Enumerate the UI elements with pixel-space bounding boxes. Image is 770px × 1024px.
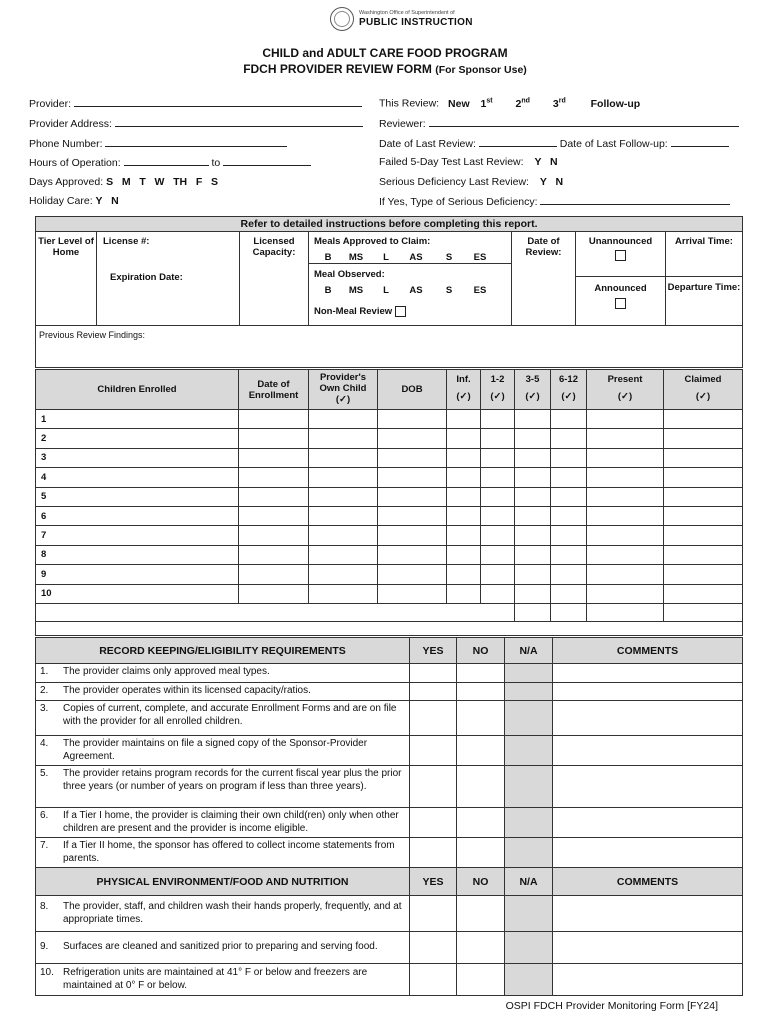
na-cell — [505, 896, 553, 932]
child-cell[interactable] — [664, 545, 743, 564]
child-cell[interactable] — [515, 468, 551, 487]
child-cell[interactable] — [587, 429, 664, 448]
announced-checkbox[interactable] — [615, 298, 626, 309]
child-cell[interactable] — [587, 565, 664, 584]
na-cell — [505, 766, 553, 808]
requirement-text: 3. Copies of current, complete, and accurate Enrollment Forms and are on file with the provider for all enrolled children. — [36, 701, 410, 736]
child-cell[interactable] — [378, 429, 447, 448]
previous-findings-cell[interactable]: Previous Review Findings: — [36, 326, 743, 368]
child-cell[interactable] — [447, 506, 481, 525]
child-cell[interactable] — [551, 545, 587, 564]
yes-cell[interactable] — [410, 896, 457, 932]
requirement-row — [36, 736, 743, 766]
requirement-row — [36, 808, 743, 838]
requirement-text: 5. The provider retains program records for the current fiscal year plus the prior three years (or number of years on program if less than three years). — [36, 766, 410, 808]
child-cell[interactable] — [239, 410, 309, 429]
comments-header: COMMENTS — [553, 868, 743, 896]
comments-cell[interactable] — [553, 838, 743, 868]
comments-cell[interactable] — [553, 683, 743, 701]
yes-cell[interactable] — [410, 838, 457, 868]
requirement-row — [36, 964, 743, 996]
child-cell[interactable] — [239, 506, 309, 525]
child-cell[interactable] — [378, 487, 447, 506]
child-cell[interactable] — [551, 468, 587, 487]
na-cell — [505, 964, 553, 996]
child-cell[interactable] — [378, 584, 447, 603]
form-subtitle: FDCH PROVIDER REVIEW FORM (For Sponsor Use) — [243, 62, 527, 76]
child-cell[interactable] — [515, 429, 551, 448]
child-cell[interactable] — [515, 448, 551, 467]
requirement-text: 2. The provider operates within its licensed capacity/ratios. — [36, 683, 410, 701]
child-cell[interactable] — [587, 448, 664, 467]
child-cell[interactable] — [309, 506, 378, 525]
na-header: N/A — [505, 638, 553, 664]
requirement-row — [36, 766, 743, 808]
child-cell[interactable] — [447, 410, 481, 429]
child-cell[interactable] — [378, 526, 447, 545]
reviewer-field[interactable]: Reviewer: — [379, 117, 739, 130]
child-row-number: 6 — [36, 506, 239, 525]
child-row-number: 3 — [36, 448, 239, 467]
days-approved-field[interactable]: Days Approved: S M T W TH F S — [29, 176, 219, 188]
child-cell[interactable] — [515, 545, 551, 564]
yes-header: YES — [410, 638, 457, 664]
requirement-row — [36, 838, 743, 868]
child-row-number: 8 — [36, 545, 239, 564]
child-cell[interactable] — [481, 410, 515, 429]
checkbox-icon[interactable] — [395, 306, 406, 317]
deficiency-type-field[interactable]: If Yes, Type of Serious Deficiency: — [379, 195, 730, 208]
child-cell[interactable] — [664, 448, 743, 467]
child-cell[interactable] — [239, 526, 309, 545]
child-cell[interactable] — [447, 565, 481, 584]
child-cell[interactable] — [481, 584, 515, 603]
requirement-row — [36, 932, 743, 964]
dob-header: DOB — [378, 370, 447, 410]
license-cell[interactable]: License #: Expiration Date: — [97, 232, 240, 326]
child-cell[interactable] — [378, 468, 447, 487]
child-cell[interactable] — [239, 468, 309, 487]
child-cell[interactable] — [239, 565, 309, 584]
provider-address-field[interactable]: Provider Address: — [29, 117, 363, 130]
yes-cell[interactable] — [410, 683, 457, 701]
child-cell[interactable] — [309, 468, 378, 487]
child-cell[interactable] — [378, 565, 447, 584]
child-cell[interactable] — [481, 545, 515, 564]
agency-name: PUBLIC INSTRUCTION — [359, 17, 473, 28]
child-cell[interactable] — [515, 410, 551, 429]
enrollment-date-header: Date of Enrollment — [239, 370, 309, 410]
na-cell — [505, 932, 553, 964]
requirement-text: 7. If a Tier II home, the sponsor has offered to collect income statements from parents. — [36, 838, 410, 868]
meal-codes-observed: B MS L AS S ES — [324, 285, 487, 296]
child-cell[interactable] — [447, 545, 481, 564]
child-row-number: 9 — [36, 565, 239, 584]
no-cell[interactable] — [457, 932, 505, 964]
child-row[interactable] — [36, 584, 743, 603]
child-cell[interactable] — [515, 506, 551, 525]
child-row[interactable] — [36, 565, 743, 584]
child-cell[interactable] — [551, 448, 587, 467]
child-cell[interactable] — [587, 545, 664, 564]
child-cell[interactable] — [239, 545, 309, 564]
date-of-review-cell[interactable]: Date of Review: — [512, 232, 576, 326]
child-cell[interactable] — [515, 526, 551, 545]
child-cell[interactable] — [515, 487, 551, 506]
child-cell[interactable] — [551, 506, 587, 525]
children-table — [35, 369, 743, 636]
child-row-number: 7 — [36, 526, 239, 545]
na-cell — [505, 736, 553, 766]
child-row[interactable] — [36, 545, 743, 564]
capacity-cell[interactable]: Licensed Capacity: — [240, 232, 309, 326]
this-review-field[interactable]: This Review: New 1st 2nd 3rd Follow-up — [379, 97, 641, 110]
children-enrolled-header: Children Enrolled — [36, 370, 239, 410]
agency-logo — [330, 6, 473, 32]
child-cell[interactable] — [309, 545, 378, 564]
yes-cell[interactable] — [410, 932, 457, 964]
meals-cell[interactable]: Meals Approved to Claim: B MS L AS S ES Meal Observed: B MS L AS S ES Non-Meal Review — [309, 232, 512, 326]
seal-icon — [330, 7, 354, 31]
child-cell[interactable] — [664, 584, 743, 603]
no-cell[interactable] — [457, 736, 505, 766]
last-review-field[interactable]: Date of Last Review: Date of Last Follow-up: — [379, 137, 729, 150]
child-cell[interactable] — [447, 584, 481, 603]
child-cell[interactable] — [664, 506, 743, 525]
no-cell[interactable] — [457, 664, 505, 683]
no-cell[interactable] — [457, 896, 505, 932]
age-3-5-header: 3-5 (✓) — [515, 370, 551, 410]
na-cell — [505, 701, 553, 736]
child-cell[interactable] — [481, 565, 515, 584]
requirement-row — [36, 664, 743, 683]
comments-cell[interactable] — [553, 964, 743, 996]
child-cell[interactable] — [664, 526, 743, 545]
child-cell[interactable] — [309, 487, 378, 506]
yes-header: YES — [410, 868, 457, 896]
child-cell[interactable] — [551, 526, 587, 545]
child-row[interactable] — [36, 487, 743, 506]
comments-cell[interactable] — [553, 766, 743, 808]
no-cell[interactable] — [457, 701, 505, 736]
yes-cell[interactable] — [410, 766, 457, 808]
hours-field[interactable]: Hours of Operation: to — [29, 156, 311, 169]
child-cell[interactable] — [481, 468, 515, 487]
requirement-text: 6. If a Tier I home, the provider is claiming their own child(ren) only when other children are present and the provider is income eligible. — [36, 808, 410, 838]
claimed-header: Claimed (✓) — [664, 370, 743, 410]
comments-cell[interactable] — [553, 932, 743, 964]
child-cell[interactable] — [309, 565, 378, 584]
phone-field[interactable]: Phone Number: — [29, 137, 287, 150]
requirement-text: 4. The provider maintains on file a signed copy of the Sponsor-Provider Agreement. — [36, 736, 410, 766]
no-cell[interactable] — [457, 766, 505, 808]
age-6-12-header: 6-12 (✓) — [551, 370, 587, 410]
comments-header: COMMENTS — [553, 638, 743, 664]
child-row[interactable] — [36, 410, 743, 429]
yes-cell[interactable] — [410, 701, 457, 736]
child-cell[interactable] — [587, 410, 664, 429]
record-keeping-table — [35, 637, 743, 996]
instructions-banner: Refer to detailed instructions before completing this report. — [36, 217, 743, 232]
child-cell[interactable] — [239, 584, 309, 603]
physical-environment-header: PHYSICAL ENVIRONMENT/FOOD AND NUTRITION — [36, 868, 410, 896]
yes-cell[interactable] — [410, 808, 457, 838]
child-row-number: 10 — [36, 584, 239, 603]
expiration-label: Expiration Date: — [110, 272, 183, 283]
non-meal-review[interactable]: Non-Meal Review — [314, 306, 406, 317]
child-cell[interactable] — [309, 410, 378, 429]
requirement-row — [36, 896, 743, 932]
child-cell[interactable] — [587, 487, 664, 506]
comments-cell[interactable] — [553, 664, 743, 683]
child-cell[interactable] — [551, 565, 587, 584]
child-cell[interactable] — [309, 526, 378, 545]
tier-level-cell[interactable]: Tier Level of Home — [36, 232, 97, 326]
child-cell[interactable] — [664, 468, 743, 487]
infant-header: Inf. (✓) — [447, 370, 481, 410]
child-cell[interactable] — [587, 506, 664, 525]
child-cell[interactable] — [481, 448, 515, 467]
visit-type-cell[interactable]: Unannounced Announced — [576, 232, 666, 326]
child-cell[interactable] — [447, 487, 481, 506]
child-cell[interactable] — [447, 468, 481, 487]
child-cell[interactable] — [447, 526, 481, 545]
no-header: NO — [457, 638, 505, 664]
child-cell[interactable] — [378, 448, 447, 467]
no-cell[interactable] — [457, 683, 505, 701]
child-cell[interactable] — [587, 468, 664, 487]
child-row-number: 5 — [36, 487, 239, 506]
failed-test-field[interactable]: Failed 5-Day Test Last Review: Y N — [379, 156, 558, 168]
meal-codes-claim: B MS L AS S ES — [324, 252, 487, 263]
yes-cell[interactable] — [410, 736, 457, 766]
child-cell[interactable] — [239, 429, 309, 448]
review-info-table — [35, 216, 743, 368]
form-footer: OSPI FDCH Provider Monitoring Form [FY24] — [505, 1000, 718, 1012]
child-row[interactable] — [36, 526, 743, 545]
comments-cell[interactable] — [553, 701, 743, 736]
na-cell — [505, 838, 553, 868]
requirement-row — [36, 683, 743, 701]
na-cell — [505, 808, 553, 838]
comments-cell[interactable] — [553, 896, 743, 932]
child-cell[interactable] — [664, 565, 743, 584]
child-cell[interactable] — [378, 545, 447, 564]
no-cell[interactable] — [457, 838, 505, 868]
agency-name-small: Washington Office of Superintendent of — [359, 10, 455, 16]
child-cell[interactable] — [551, 429, 587, 448]
child-row[interactable] — [36, 468, 743, 487]
child-cell[interactable] — [309, 584, 378, 603]
child-cell[interactable] — [551, 584, 587, 603]
child-cell[interactable] — [664, 410, 743, 429]
no-cell[interactable] — [457, 964, 505, 996]
no-cell[interactable] — [457, 808, 505, 838]
unannounced-checkbox[interactable] — [615, 250, 626, 261]
yes-cell[interactable] — [410, 964, 457, 996]
provider-field[interactable]: Provider: — [29, 97, 362, 110]
time-cell[interactable]: Arrival Time: Departure Time: — [666, 232, 743, 326]
serious-deficiency-field[interactable]: Serious Deficiency Last Review: Y N — [379, 176, 564, 188]
child-cell[interactable] — [551, 410, 587, 429]
child-cell[interactable] — [447, 429, 481, 448]
child-cell[interactable] — [587, 584, 664, 603]
requirement-text: 1. The provider claims only approved meal types. — [36, 664, 410, 683]
requirement-text: 9. Surfaces are cleaned and sanitized prior to preparing and serving food. — [36, 932, 410, 964]
child-cell[interactable] — [481, 526, 515, 545]
child-cell[interactable] — [378, 410, 447, 429]
child-cell[interactable] — [447, 448, 481, 467]
child-cell[interactable] — [515, 565, 551, 584]
age-1-2-header: 1-2 (✓) — [481, 370, 515, 410]
form-title: CHILD and ADULT CARE FOOD PROGRAM — [262, 46, 508, 60]
present-header: Present (✓) — [587, 370, 664, 410]
child-cell[interactable] — [551, 487, 587, 506]
requirement-text: 8. The provider, staff, and children wash their hands properly, frequently, and at appropriate times. — [36, 896, 410, 932]
requirement-text: 10. Refrigeration units are maintained at 41° F or below and freezers are maintained at 0° F or below. — [36, 964, 410, 996]
child-row-number: 1 — [36, 410, 239, 429]
requirement-row — [36, 701, 743, 736]
comments-cell[interactable] — [553, 808, 743, 838]
child-cell[interactable] — [481, 487, 515, 506]
na-cell — [505, 683, 553, 701]
holiday-care-field[interactable]: Holiday Care: Y N — [29, 195, 119, 207]
child-cell[interactable] — [378, 506, 447, 525]
child-cell[interactable] — [664, 429, 743, 448]
na-header: N/A — [505, 868, 553, 896]
child-cell[interactable] — [664, 487, 743, 506]
child-cell[interactable] — [239, 487, 309, 506]
child-row[interactable] — [36, 448, 743, 467]
child-cell[interactable] — [481, 429, 515, 448]
child-cell[interactable] — [515, 584, 551, 603]
child-cell[interactable] — [239, 448, 309, 467]
child-cell[interactable] — [309, 448, 378, 467]
child-cell[interactable] — [309, 429, 378, 448]
child-row-number: 2 — [36, 429, 239, 448]
child-row[interactable] — [36, 429, 743, 448]
child-row[interactable] — [36, 506, 743, 525]
no-header: NO — [457, 868, 505, 896]
record-keeping-header: RECORD KEEPING/ELIGIBILITY REQUIREMENTS — [36, 638, 410, 664]
yes-cell[interactable] — [410, 664, 457, 683]
na-cell — [505, 664, 553, 683]
comments-cell[interactable] — [553, 736, 743, 766]
child-cell[interactable] — [587, 526, 664, 545]
child-row-number: 4 — [36, 468, 239, 487]
own-child-header: Provider's Own Child (✓) — [309, 370, 378, 410]
child-cell[interactable] — [481, 506, 515, 525]
